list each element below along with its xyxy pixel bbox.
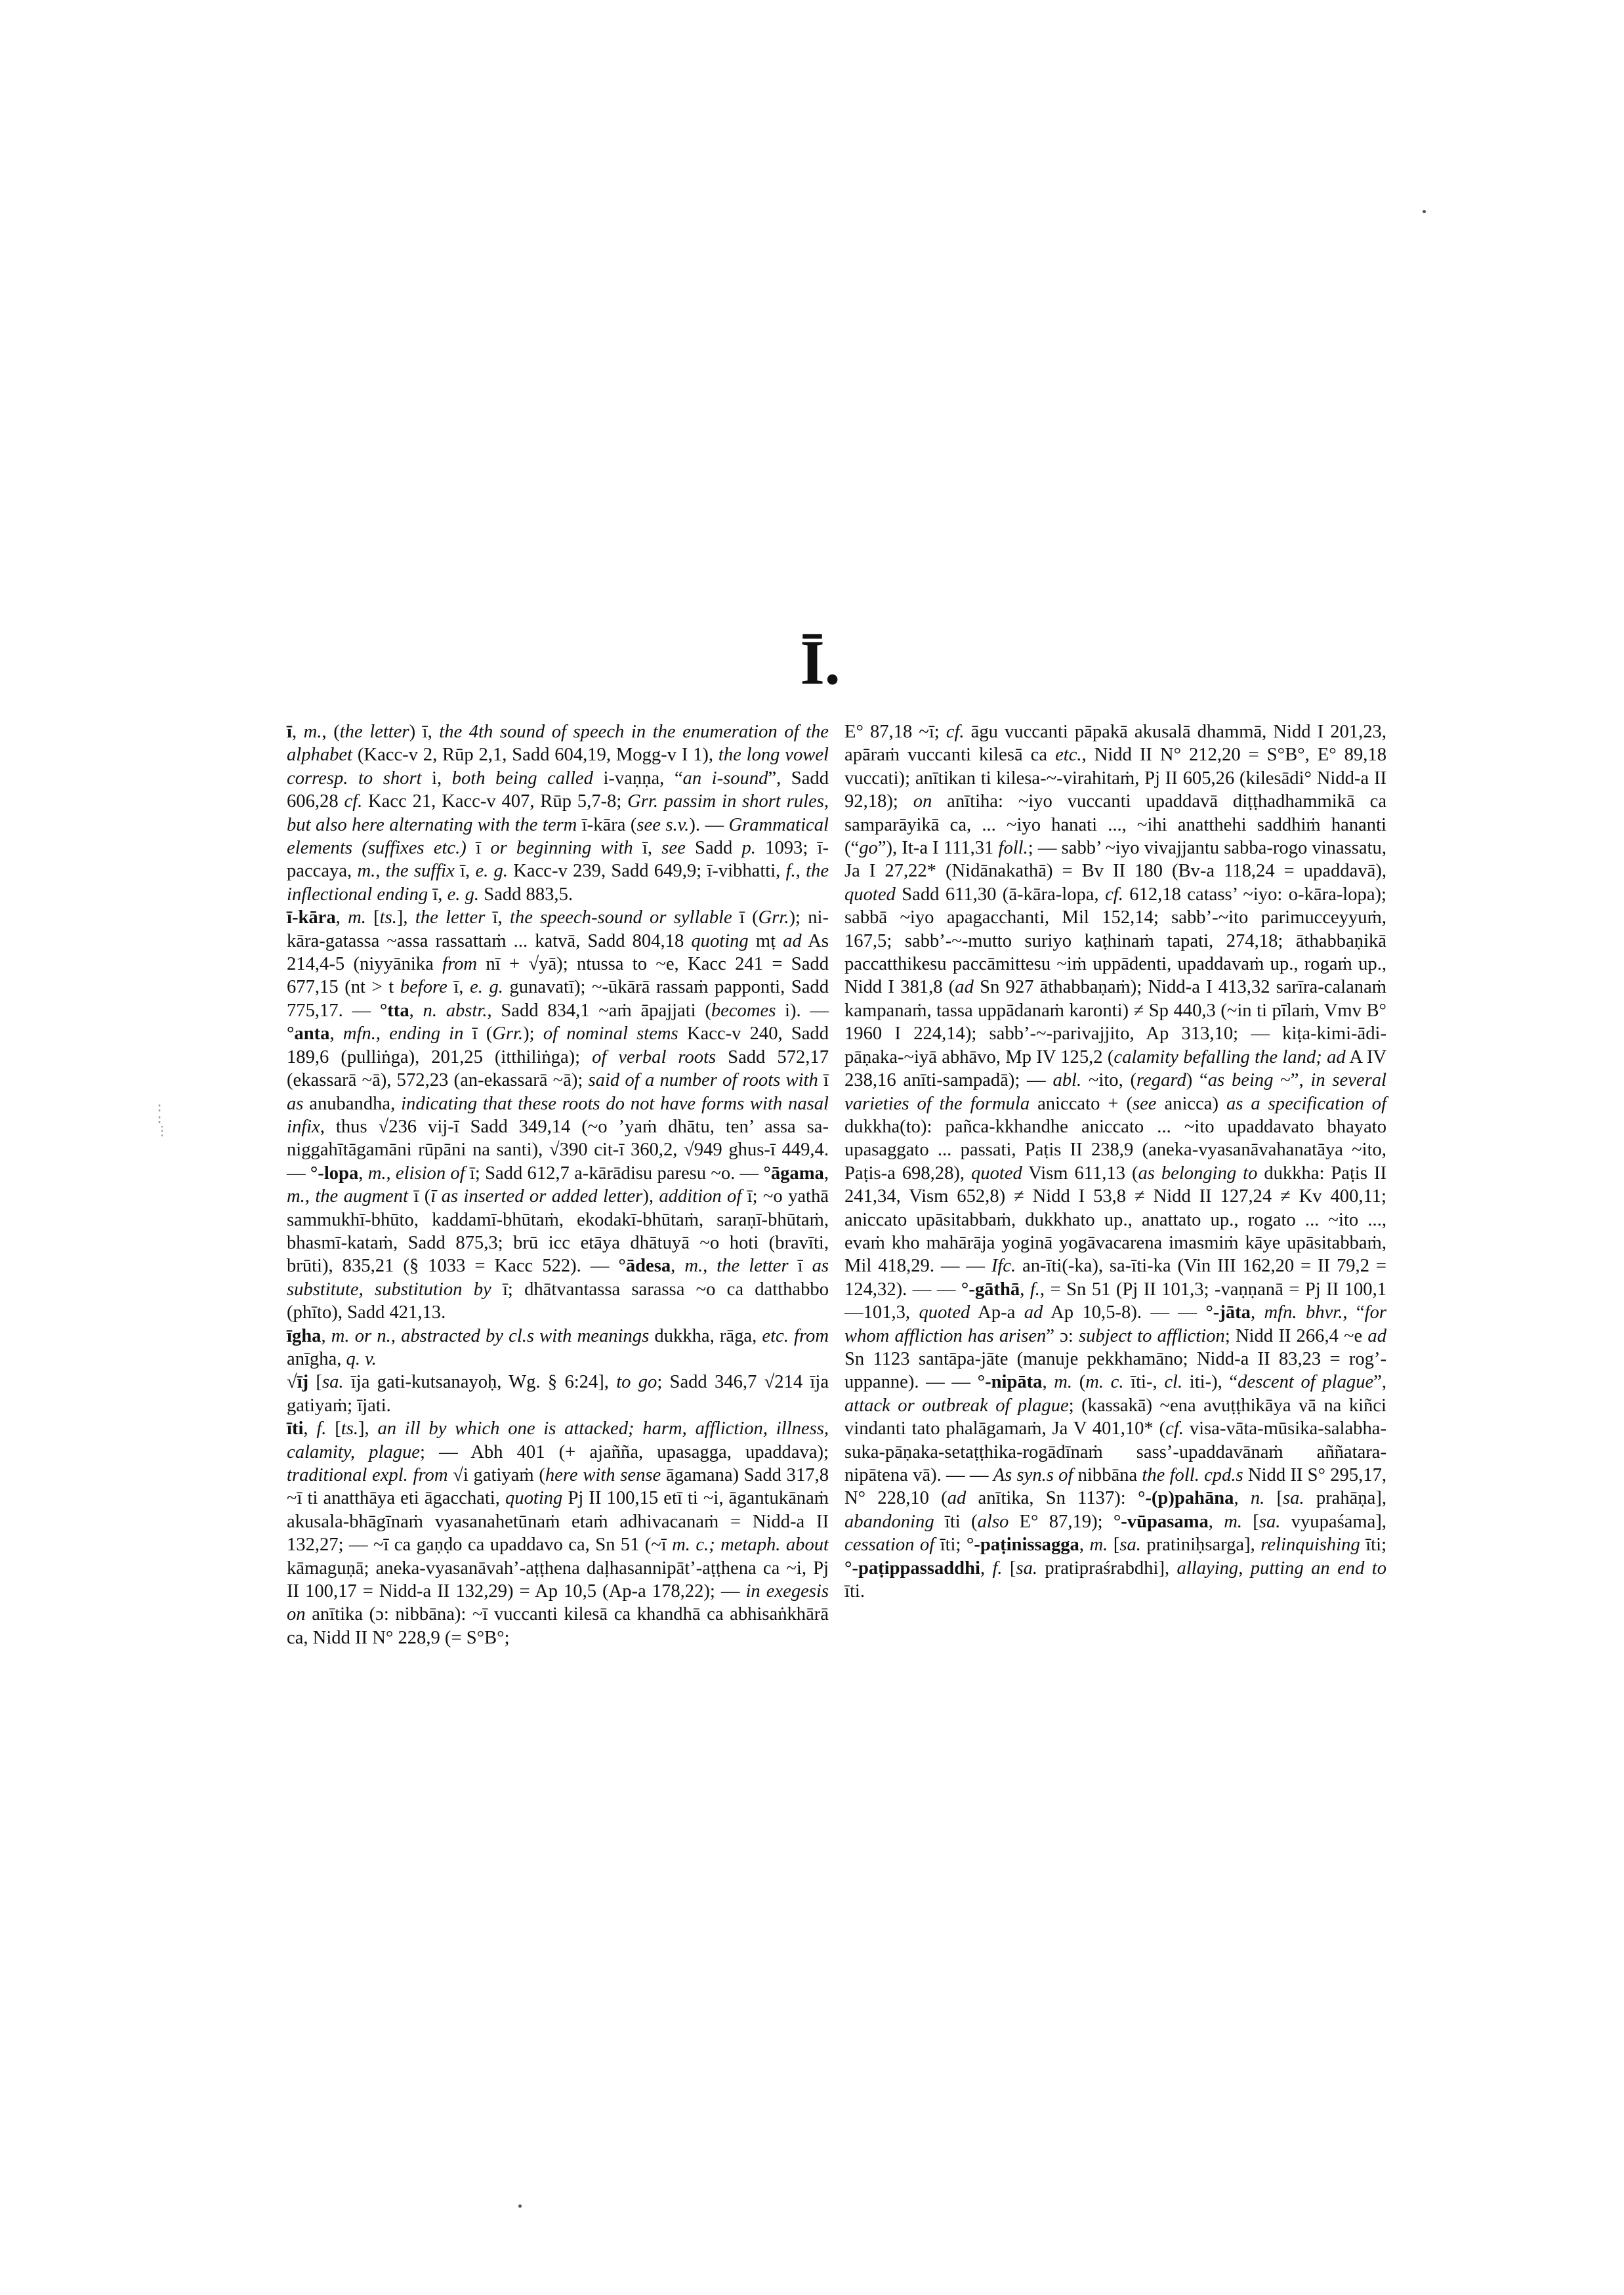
- entry-text: ,: [321, 1325, 331, 1346]
- italic-text: cf.: [1105, 884, 1123, 905]
- italic-text: as: [287, 1093, 304, 1114]
- entry-text: ,: [303, 1418, 317, 1439]
- italic-text: m. c.; metaph. about: [672, 1535, 829, 1556]
- italic-text: Grr.: [492, 1023, 524, 1044]
- italic-text: f., the inflectional ending: [287, 861, 829, 905]
- italic-text: quoting: [505, 1488, 563, 1509]
- entry-text: ,: [1020, 1279, 1030, 1300]
- italic-text: m. c.: [1085, 1372, 1124, 1393]
- italic-text: quoting: [691, 930, 749, 951]
- italic-text: m., the letter: [684, 1256, 789, 1277]
- entry-text: A IV 238,16 anīti-sampadā); —: [844, 1046, 1386, 1091]
- entry-text: ) ī,: [409, 722, 440, 742]
- entry-text: ,: [291, 722, 304, 742]
- italic-text: sa.: [322, 1372, 344, 1393]
- entry-text: , Sadd 834,1 ~aṁ āpajjati (: [487, 1000, 711, 1021]
- italic-text: ad: [955, 977, 974, 998]
- entry-text: ” ɔ:: [1046, 1325, 1079, 1346]
- italic-text: quoted: [971, 1163, 1022, 1184]
- headword: √īj: [287, 1372, 309, 1393]
- entry-text: ī; dhātvantassa sarassa ~o ca datthabbo (phīto), Sadd 421,13.: [287, 1279, 829, 1323]
- entry-text: [: [365, 907, 380, 928]
- italic-text: of nominal stems: [543, 1023, 678, 1044]
- scan-margin-marks: : : ⋮: [156, 1099, 169, 1138]
- italic-text: e. g.: [475, 861, 508, 882]
- italic-text: abandoning: [844, 1511, 934, 1532]
- italic-text: ad: [1367, 1325, 1387, 1346]
- entry-text: īja gati-kutsanayoḥ, Wg. § 6:24],: [343, 1372, 617, 1393]
- italic-text: becomes: [711, 1000, 776, 1021]
- entry-text: Ap-a: [970, 1302, 1024, 1323]
- italic-text: the long vowel corresp. to short: [287, 745, 829, 789]
- dictionary-entry: [287, 906, 829, 1324]
- italic-text: said of a number of roots with: [588, 1070, 818, 1091]
- entry-text: ,: [1079, 1535, 1090, 1556]
- italic-text: n. abstr.: [423, 1000, 488, 1021]
- entry-text: anubandha,: [303, 1093, 402, 1114]
- headword: °anta: [287, 1023, 330, 1044]
- italic-text: see: [661, 838, 686, 859]
- italic-text: Ifc.: [991, 1256, 1016, 1277]
- entry-text: 612,18 catass’ ~iyo: o-kāra-lopa); sabbā ~iyo apagacchanti, Mil 152,14; sabb’-~ito parimucceyyuṁ, 167,5; sabb’-~-mutto suriyo kaṭhinaṁ tapati, 274,18; āthabbaṇikā paccatthikesu paccāmittesu ~iṁ uppādenti, upaddavaṁ up., rogaṁ up., Nidd I 381,8 (: [844, 884, 1386, 998]
- italic-text: to go: [616, 1372, 657, 1393]
- italic-text: m., the suffix: [357, 861, 455, 882]
- entry-text: Sadd 883,5.: [479, 884, 573, 905]
- headword: °-lopa: [310, 1163, 359, 1184]
- italic-text: in exegesis on: [287, 1581, 829, 1625]
- italic-text: cessation of: [844, 1535, 935, 1556]
- headword: īgha: [287, 1325, 322, 1346]
- entry-text: anicca): [1156, 1093, 1226, 1114]
- italic-text: f.: [992, 1558, 1003, 1579]
- italic-text: ad: [947, 1488, 967, 1509]
- italic-text: quoted: [919, 1302, 970, 1323]
- entry-text: ,: [980, 1558, 993, 1579]
- italic-text: mfn. bhvr.: [1264, 1302, 1343, 1323]
- headword: °-nipāta: [977, 1372, 1043, 1393]
- italic-text: sa.: [1283, 1488, 1304, 1509]
- italic-text: Grr.: [758, 907, 789, 928]
- dictionary-entry: [287, 1325, 829, 1371]
- entry-text: ,: [671, 1256, 685, 1277]
- entry-text: īti.: [844, 1581, 865, 1602]
- entry-text: visa-vāta-mūsika-salabha-suka-pāṇaka-setaṭṭhika-rogādīnaṁ sass’-upaddavānaṁ aññatara-nipātena vā). — —: [844, 1418, 1386, 1485]
- italic-text: f.: [316, 1418, 327, 1439]
- entry-text: ,: [823, 1163, 829, 1184]
- entry-text: ,: [358, 1163, 368, 1184]
- entry-text: ; Sadd 346,7 √214 īja gatiyaṁ; ījati.: [287, 1372, 829, 1416]
- italic-text: as substitute, substitution by: [287, 1256, 829, 1300]
- entry-text: Ap 10,5-8). — —: [1043, 1302, 1206, 1323]
- entry-text: [: [1002, 1558, 1016, 1579]
- entry-text: Sadd 611,30 (ā-kāra-lopa,: [895, 884, 1106, 905]
- italic-text: m., the augment: [287, 1186, 409, 1207]
- entry-text: i,: [421, 768, 452, 789]
- italic-text: m., elision of: [367, 1163, 465, 1184]
- entry-text: ī (: [732, 907, 759, 928]
- entry-text: ī,: [633, 838, 662, 859]
- entry-text: īti;: [934, 1535, 967, 1556]
- italic-text: ī as inserted or added letter: [430, 1186, 643, 1207]
- entry-text: Sn 1123 santāpa-jāte (manuje pekkhamāno; Nidd-a II 83,23 = rog’-uppanne). — —: [844, 1348, 1386, 1393]
- entry-text: ); ni-kāra-gatassa ~assa rassattaṁ ... katvā, Sadd 804,18: [287, 907, 829, 951]
- entry-text: [: [1108, 1535, 1120, 1556]
- italic-text: m.: [1224, 1511, 1243, 1532]
- entry-text: , Nidd II N° 212,20 = S°B°, E° 89,18 vuccati); anītikan ti kilesa-~-virahitaṁ, Pj II 605,26 (kilesādi° Nidd-a II 92,18);: [844, 745, 1386, 812]
- entry-text: Vism 611,13 (: [1022, 1163, 1138, 1184]
- entry-text: ī (: [463, 1023, 493, 1044]
- italic-text: Grammatical elements (suffixes etc.): [287, 814, 829, 859]
- entry-text: , (: [322, 722, 340, 742]
- italic-text: m.: [303, 722, 322, 742]
- entry-text: vyupaśama],: [1280, 1511, 1387, 1532]
- headword: °āgama: [763, 1163, 824, 1184]
- entry-text: ”, Sadd 606,28: [287, 768, 829, 812]
- entry-text: Kacc-v 239, Sadd 649,9; ī-vibhatti,: [508, 861, 786, 882]
- entry-text: , “: [1343, 1302, 1365, 1323]
- entry-text: anītika (ɔ: nibbāna): ~ī vuccanti kilesā ca khandhā ca abhisaṅkhārā ca, Nidd II N° 228,9 (= S°B°;: [287, 1604, 829, 1648]
- italic-text: relinquishing: [1260, 1535, 1360, 1556]
- italic-text: ad: [1024, 1302, 1043, 1323]
- italic-text: sa.: [1119, 1535, 1141, 1556]
- entry-text: dukkha(to): pañca-kkhandhe aniccato ... ~ito upaddavato bhayato upasaggato ... passati, Paṭis II 238,9 (aneka-vyasanāvahanatāya ~ito, Paṭis-a 698,28),: [844, 1116, 1386, 1184]
- entry-text: ī,: [447, 977, 470, 998]
- entry-text: īti;: [1360, 1535, 1387, 1556]
- entry-text: āgamana) Sadd 317,8 ~ī ti anatthāya eti āgacchati,: [287, 1465, 829, 1509]
- italic-text: traditional expl. from: [287, 1465, 448, 1485]
- entry-text: ],: [396, 907, 415, 928]
- entry-text: E° 87,18 ~ī;: [844, 722, 946, 742]
- italic-text: in several varieties of the formula: [844, 1070, 1386, 1114]
- entry-text: nibbāna: [1073, 1465, 1142, 1485]
- entry-text: ~”,: [1273, 1070, 1311, 1091]
- entry-text: aniccato + (: [1030, 1093, 1133, 1114]
- italic-text: as belonging to: [1138, 1163, 1258, 1184]
- italic-text: sa.: [1016, 1558, 1038, 1579]
- italic-text: cf.: [344, 791, 363, 812]
- italic-text: from: [442, 954, 478, 975]
- entry-text: ī: [466, 838, 491, 859]
- entry-text: Nidd II S° 295,17, N° 228,10 (: [844, 1465, 1387, 1509]
- italic-text: mfn., ending in: [343, 1023, 464, 1044]
- italic-text: also: [977, 1511, 1009, 1532]
- headword: īti: [287, 1418, 304, 1439]
- entry-text: ”), It-a I 111,31: [877, 838, 999, 859]
- italic-text: the letter: [415, 907, 486, 928]
- italic-text: cf.: [946, 722, 965, 742]
- entry-text: [: [1264, 1488, 1283, 1509]
- italic-text: m. or n., abstracted by cl.s with meanings: [331, 1325, 650, 1346]
- italic-text: subject to affliction: [1079, 1325, 1225, 1346]
- headword: °-jāta: [1205, 1302, 1251, 1323]
- headword: °-paṭippassaddhi: [844, 1558, 980, 1579]
- entry-text: ī; ~o yathā sammukhī-bhūto, kaddamī-bhūtaṁ, ekodakī-bhūtaṁ, saraṇī-bhūtaṁ, bhasmī-kataṁ, Sadd 875,3; brū icc etāya dhātuyā ~o hoti (bravīti, brūti), 835,21 (§ 1033 = Kacc 522). —: [287, 1186, 829, 1277]
- italic-text: q. v.: [346, 1348, 377, 1369]
- entry-text: (: [1072, 1372, 1086, 1393]
- right-column: [844, 720, 1386, 1603]
- italic-text: e. g.: [447, 884, 480, 905]
- headword: °-gāthā: [961, 1279, 1020, 1300]
- entry-text: anīgha,: [287, 1348, 346, 1369]
- italic-text: descent of plague: [1238, 1372, 1374, 1393]
- entry-text: iti-), “: [1182, 1372, 1238, 1393]
- headword: °ādesa: [618, 1256, 671, 1277]
- entry-text: ; Nidd II 266,4 ~e: [1224, 1325, 1368, 1346]
- italic-text: attack or outbreak of plague: [844, 1395, 1069, 1416]
- italic-text: etc. from: [762, 1325, 829, 1346]
- italic-text: the foll. cpd.s: [1142, 1465, 1243, 1485]
- entry-text: Pj II 100,15 etī ti ~i, āgantukānaṁ akusala-bhāgīnaṁ vyasanahetūnaṁ etaṁ adhivacanaṁ = Nidd-a II 132,27; — ~ī ca gaṇḍo ca upaddavo ca, Sn 51 (~ī: [287, 1488, 829, 1556]
- italic-text: ad: [783, 930, 802, 951]
- entry-text: prahāṇa],: [1304, 1488, 1387, 1509]
- italic-text: abl.: [1052, 1070, 1082, 1091]
- italic-text: etc.: [1055, 745, 1082, 766]
- italic-text: As syn.s of: [993, 1465, 1073, 1485]
- entry-text: mṭ: [748, 930, 783, 951]
- italic-text: both being called: [451, 768, 593, 789]
- entry-text: ; — Abh 401 (+ ajañña, upasagga, upaddava);: [420, 1441, 829, 1462]
- entry-text: īti (: [934, 1511, 978, 1532]
- entry-text: ; — sabb’ ~iyo vivajjantu sabba-rogo vinassatu, Ja I 27,22* (Nidānakathā) = Bv II 180 (Bv-a 118,24 = upaddavā),: [844, 838, 1386, 882]
- entry-text: ī: [788, 1256, 812, 1277]
- entry-text: ,: [329, 1023, 343, 1044]
- entry-text: i). —: [776, 1000, 829, 1021]
- italic-text: ts.: [341, 1418, 358, 1439]
- entry-text: ~ito, (: [1081, 1070, 1137, 1091]
- scan-speck: [1423, 210, 1426, 213]
- italic-text: n.: [1250, 1488, 1265, 1509]
- headword: °tta: [379, 1000, 409, 1021]
- entry-text: ī; Sadd 612,7 a-kārādisu paresu ~o. —: [465, 1163, 764, 1184]
- entry-text: kāmaguṇā; aneka-vyasanāvah’-aṭṭhena daḷhasannipāt’-aṭṭhena ca ~i, Pj II 100,17 = Nidd-a II 132,29) = Ap 10,5 (Ap-a 178,22); —: [287, 1558, 829, 1602]
- entry-text: nī + √yā); ntussa to ~e, Kacc 241 = Sadd 677,15 (nt > t: [287, 954, 829, 998]
- entry-text: anītika, Sn 1137):: [966, 1488, 1138, 1509]
- entry-text: ī (: [408, 1186, 431, 1207]
- italic-text: cf.: [1165, 1418, 1184, 1439]
- entry-text: gunavatī); ~-ūkārā rassaṁ papponti, Sadd 775,17. —: [287, 977, 829, 1021]
- entry-text: ; (kassakā) ~ena avuṭṭhikāya vā na kiñci vindanti tato phalāgamaṁ, Ja V 401,10* (: [844, 1395, 1386, 1439]
- entry-text: ,: [1042, 1372, 1054, 1393]
- entry-text: ),: [642, 1186, 659, 1207]
- entry-text: ,: [1250, 1302, 1264, 1323]
- italic-text: on: [913, 791, 932, 812]
- entry-text: an-īti(-ka), sa-īti-ka (Vin III 162,20 = II 79,2 = 124,32). — —: [844, 1256, 1386, 1300]
- italic-text: as being: [1207, 1070, 1274, 1091]
- page-heading: Ī.: [800, 627, 841, 697]
- entry-text: ī-kāra (: [577, 814, 637, 835]
- headword: ī: [287, 722, 292, 742]
- dictionary-entry: [287, 1371, 829, 1417]
- entry-text: ,: [1234, 1488, 1251, 1509]
- entry-text: ],: [358, 1418, 378, 1439]
- entry-text: dukkha: Paṭis II 241,34, Vism 652,8) ≠ Nidd I 53,8 ≠ Nidd II 127,24 ≠ Kv 400,11; aniccato upāsitabbaṁ, dukkhato up., anattato up., rogato ... ~ito ..., evaṁ kho mahārāja yoginā yogāvacarena imasmiṁ kāye upāsitabbaṁ, Mil 418,29. — —: [844, 1163, 1386, 1277]
- italic-text: see: [1132, 1093, 1157, 1114]
- italic-text: go: [859, 838, 878, 859]
- italic-text: sa.: [1259, 1511, 1281, 1532]
- italic-text: e. g.: [470, 977, 503, 998]
- italic-text: foll.: [998, 838, 1028, 859]
- italic-text: for whom affliction has arisen: [844, 1302, 1386, 1346]
- italic-text: m.: [348, 907, 366, 928]
- headword: °-(p)pahāna: [1137, 1488, 1234, 1509]
- entry-text: [: [1242, 1511, 1259, 1532]
- italic-text: calamity befalling the land; ad: [1114, 1046, 1346, 1067]
- entry-text: ,: [335, 907, 348, 928]
- entry-text: ”,: [1373, 1372, 1387, 1393]
- entry-text: Kacc-v 240, Sadd 189,6 (pulliṅga), 201,25 (itthiliṅga);: [287, 1023, 829, 1067]
- italic-text: p.: [741, 838, 756, 859]
- entry-text: , thus √236 vij-ī Sadd 349,14 (~o ’yaṁ dhātu, ten’ assa sa-niggahītāgamāni rūpāni na santi), √390 cit-ī 360,2, √949 ghus-ī 449,4. —: [287, 1116, 829, 1184]
- italic-text: the speech-sound or syllable: [509, 907, 732, 928]
- headword: ī-kāra: [287, 907, 336, 928]
- entry-text: Kacc 21, Kacc-v 407, Rūp 5,7-8;: [362, 791, 628, 812]
- italic-text: Grr. passim in short rules, but also here alternating with the term: [287, 791, 829, 835]
- italic-text: of verbal roots: [592, 1046, 717, 1067]
- italic-text: quoted: [844, 884, 896, 905]
- entry-text: ī,: [454, 861, 476, 882]
- entry-text: ī,: [485, 907, 510, 928]
- italic-text: the 4th sound of speech in the enumeration of the alphabet: [287, 722, 829, 766]
- italic-text: f.: [1030, 1279, 1040, 1300]
- italic-text: as a specification of: [1226, 1093, 1387, 1114]
- dictionary-entry: [287, 1417, 829, 1649]
- italic-text: m.: [1054, 1372, 1073, 1393]
- entry-text: Sn 927 āthabbaṇaṁ); Nidd-a I 413,32 sarīra-calanaṁ kampanaṁ, tassa uppādanaṁ karonti) ≠ Sp 440,3 (~in ti pīlaṁ, Vmv B° 1960 I 224,14); sabb’-~-parivajjito, Ap 313,10; — kiṭa-kimi-ādi-pāṇaka-~iyā abhāvo, Mp IV 125,2 (: [844, 977, 1386, 1067]
- entry-text: i-vaṇṇa, “: [593, 768, 683, 789]
- entry-text: );: [523, 1023, 543, 1044]
- italic-text: ts.: [379, 907, 397, 928]
- italic-text: allaying, putting an end to: [1176, 1558, 1386, 1579]
- dictionary-entry: [844, 720, 1386, 1603]
- entry-text: E° 87,19);: [1009, 1511, 1114, 1532]
- entry-text: ī,: [428, 884, 448, 905]
- italic-text: the letter: [339, 722, 409, 742]
- entry-text: , = Sn 51 (Pj II 101,3; -vaṇṇanā = Pj II 100,1—101,3,: [844, 1279, 1387, 1323]
- entry-text: ). —: [689, 814, 729, 835]
- scan-speck: [518, 2204, 522, 2208]
- italic-text: regard: [1136, 1070, 1186, 1091]
- italic-text: before: [400, 977, 448, 998]
- italic-text: see s.v.: [636, 814, 690, 835]
- entry-text: 1093; ī-paccaya,: [287, 838, 829, 882]
- italic-text: an ill by which one is attacked; harm, affliction, illness, calamity, plague: [287, 1418, 829, 1462]
- italic-text: addition of: [659, 1186, 742, 1207]
- entry-text: (Kacc-v 2, Rūp 2,1, Sadd 604,19, Mogg-v I 1),: [352, 745, 718, 766]
- entry-text: pratiniḥsarga],: [1140, 1535, 1261, 1556]
- entry-text: [: [308, 1372, 322, 1393]
- entry-text: √i gatiyaṁ (: [448, 1465, 545, 1485]
- headword: °-paṭinissagga: [966, 1535, 1079, 1556]
- entry-text: Sadd: [685, 838, 742, 859]
- dictionary-entry: [287, 720, 829, 906]
- italic-text: an i-sound: [682, 768, 768, 789]
- italic-text: here with sense: [545, 1465, 661, 1485]
- italic-text: m.: [1089, 1535, 1108, 1556]
- entry-text: āgu vuccanti pāpakā akusalā dhammā, Nidd I 201,23, apāraṁ vuccanti kilesā ca: [844, 722, 1386, 766]
- italic-text: or beginning with: [490, 838, 633, 859]
- entry-text: As 214,4-5 (niyyānika: [287, 930, 829, 975]
- entry-text: Sadd 572,17 (ekassarā ~ā), 572,23 (an-ekassarā ~ā);: [287, 1046, 829, 1091]
- italic-text: indicating that these roots do not have forms with nasal infix: [287, 1093, 829, 1137]
- entry-text: ,: [409, 1000, 423, 1021]
- entry-text: anītiha: ~iyo vuccanti upaddavā diṭṭhadhammikā ca samparāyikā ca, ... ~iyo hanati ..., ~ihi anatthehi saddhiṁ hananti (“: [844, 791, 1387, 859]
- entry-text: ) “: [1186, 1070, 1208, 1091]
- entry-text: [: [326, 1418, 341, 1439]
- entry-text: ī: [818, 1070, 829, 1091]
- entry-text: ,: [1208, 1511, 1224, 1532]
- entry-text: dukkha, rāga,: [649, 1325, 762, 1346]
- italic-text: cl.: [1164, 1372, 1183, 1393]
- left-column: [287, 720, 829, 1649]
- entry-text: pratipraśrabdhi],: [1037, 1558, 1177, 1579]
- headword: °-vūpasama: [1113, 1511, 1209, 1532]
- entry-text: īti-,: [1123, 1372, 1165, 1393]
